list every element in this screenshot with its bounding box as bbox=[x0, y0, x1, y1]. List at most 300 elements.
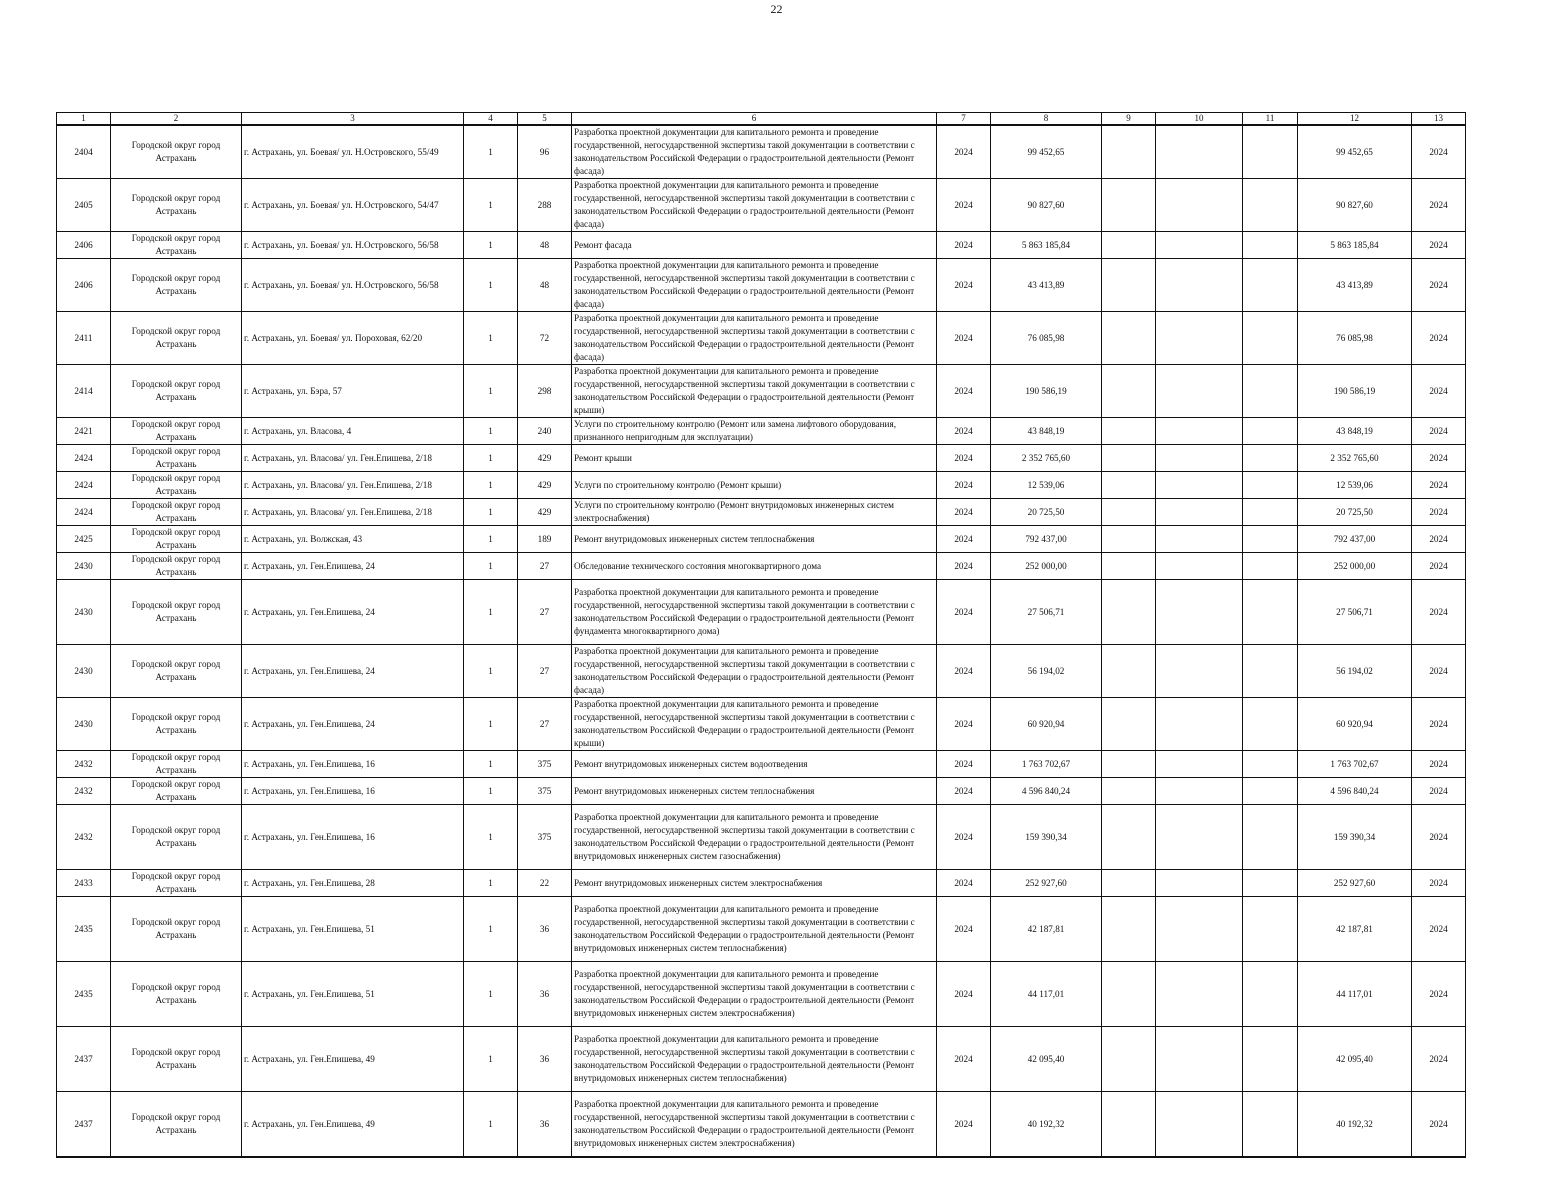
address-cell: г. Астрахань, ул. Боевая/ ул. Пороховая, 62/20 bbox=[242, 312, 464, 365]
row-number-cell: 2411 bbox=[57, 312, 111, 365]
cost-cell: 252 000,00 bbox=[991, 553, 1102, 580]
col10-cell bbox=[1156, 232, 1243, 259]
work-type-cell: Ремонт внутридомовых инженерных систем электроснабжения bbox=[572, 870, 937, 897]
address-cell: г. Астрахань, ул. Ген.Епишева, 49 bbox=[242, 1092, 464, 1158]
col10-cell bbox=[1156, 805, 1243, 870]
year-cell: 2024 bbox=[937, 778, 991, 805]
table-row bbox=[57, 580, 1466, 645]
table-row bbox=[57, 418, 1466, 445]
col11-cell bbox=[1243, 962, 1298, 1027]
cost-cell: 5 863 185,84 bbox=[991, 232, 1102, 259]
end-year-cell: 2024 bbox=[1412, 499, 1466, 526]
work-type-cell: Разработка проектной документации для капитального ремонта и проведение государственной, негосударственной экспертизы такой документации в соответствии с законодательством Российской Федерации о градостроительной деятельности (Ремонт фасада) bbox=[572, 125, 937, 179]
table-row bbox=[57, 553, 1466, 580]
col5-cell: 429 bbox=[518, 499, 572, 526]
end-year-cell: 2024 bbox=[1412, 526, 1466, 553]
cost-cell: 56 194,02 bbox=[991, 645, 1102, 698]
col11-cell bbox=[1243, 645, 1298, 698]
col5-cell: 429 bbox=[518, 445, 572, 472]
total-cost-cell: 20 725,50 bbox=[1298, 499, 1412, 526]
address-cell: г. Астрахань, ул. Власова, 4 bbox=[242, 418, 464, 445]
cost-cell: 44 117,01 bbox=[991, 962, 1102, 1027]
col4-cell: 1 bbox=[464, 1027, 518, 1092]
address-cell: г. Астрахань, ул. Ген.Епишева, 24 bbox=[242, 645, 464, 698]
col10-cell bbox=[1156, 897, 1243, 962]
table-row bbox=[57, 472, 1466, 499]
municipality-cell: Городской округ город Астрахань bbox=[111, 259, 242, 312]
col4-cell: 1 bbox=[464, 125, 518, 179]
address-cell: г. Астрахань, ул. Волжская, 43 bbox=[242, 526, 464, 553]
work-type-cell: Разработка проектной документации для капитального ремонта и проведение государственной, негосударственной экспертизы такой документации в соответствии с законодательством Российской Федерации о градостроительной деятельности (Ремонт фундамента многоквартирного дома) bbox=[572, 580, 937, 645]
work-type-cell: Разработка проектной документации для капитального ремонта и проведение государственной, негосударственной экспертизы такой документации в соответствии с законодательством Российской Федерации о градостроительной деятельности (Ремонт внутридомовых инженерных систем электроснабжения) bbox=[572, 1092, 937, 1158]
col11-cell bbox=[1243, 553, 1298, 580]
year-cell: 2024 bbox=[937, 698, 991, 751]
col9-cell bbox=[1102, 962, 1156, 1027]
row-number-cell: 2432 bbox=[57, 751, 111, 778]
cost-cell: 159 390,34 bbox=[991, 805, 1102, 870]
row-number-cell: 2437 bbox=[57, 1092, 111, 1158]
col4-cell: 1 bbox=[464, 698, 518, 751]
col9-cell bbox=[1102, 778, 1156, 805]
col11-cell bbox=[1243, 445, 1298, 472]
municipality-cell: Городской округ город Астрахань bbox=[111, 897, 242, 962]
col9-cell bbox=[1102, 751, 1156, 778]
col4-cell: 1 bbox=[464, 805, 518, 870]
municipality-cell: Городской округ город Астрахань bbox=[111, 526, 242, 553]
col4-cell: 1 bbox=[464, 526, 518, 553]
col4-cell: 1 bbox=[464, 259, 518, 312]
col11-cell bbox=[1243, 125, 1298, 179]
col5-cell: 27 bbox=[518, 553, 572, 580]
municipality-cell: Городской округ город Астрахань bbox=[111, 805, 242, 870]
col9-cell bbox=[1102, 645, 1156, 698]
row-number-cell: 2432 bbox=[57, 805, 111, 870]
col9-cell bbox=[1102, 526, 1156, 553]
end-year-cell: 2024 bbox=[1412, 870, 1466, 897]
municipality-cell: Городской округ город Астрахань bbox=[111, 1092, 242, 1158]
col10-cell bbox=[1156, 962, 1243, 1027]
address-cell: г. Астрахань, ул. Ген.Епишева, 49 bbox=[242, 1027, 464, 1092]
table-row bbox=[57, 232, 1466, 259]
year-cell: 2024 bbox=[937, 312, 991, 365]
end-year-cell: 2024 bbox=[1412, 445, 1466, 472]
col10-cell bbox=[1156, 645, 1243, 698]
col11-cell bbox=[1243, 312, 1298, 365]
address-cell: г. Астрахань, ул. Ген.Епишева, 16 bbox=[242, 805, 464, 870]
address-cell: г. Астрахань, ул. Власова/ ул. Ген.Епишева, 2/18 bbox=[242, 472, 464, 499]
municipality-cell: Городской округ город Астрахань bbox=[111, 472, 242, 499]
table-row bbox=[57, 1027, 1466, 1092]
end-year-cell: 2024 bbox=[1412, 751, 1466, 778]
year-cell: 2024 bbox=[937, 472, 991, 499]
col11-cell bbox=[1243, 418, 1298, 445]
address-cell: г. Астрахань, ул. Ген.Епишева, 28 bbox=[242, 870, 464, 897]
col5-cell: 375 bbox=[518, 805, 572, 870]
year-cell: 2024 bbox=[937, 897, 991, 962]
end-year-cell: 2024 bbox=[1412, 553, 1466, 580]
work-type-cell: Ремонт внутридомовых инженерных систем теплоснабжения bbox=[572, 526, 937, 553]
col10-cell bbox=[1156, 445, 1243, 472]
total-cost-cell: 44 117,01 bbox=[1298, 962, 1412, 1027]
municipality-cell: Городской округ город Астрахань bbox=[111, 445, 242, 472]
col10-cell bbox=[1156, 179, 1243, 232]
total-cost-cell: 43 413,89 bbox=[1298, 259, 1412, 312]
col4-cell: 1 bbox=[464, 553, 518, 580]
work-type-cell: Услуги по строительному контролю (Ремонт крыши) bbox=[572, 472, 937, 499]
table-row bbox=[57, 125, 1466, 179]
col10-cell bbox=[1156, 698, 1243, 751]
col10-cell bbox=[1156, 526, 1243, 553]
row-number-cell: 2406 bbox=[57, 259, 111, 312]
col5-cell: 288 bbox=[518, 179, 572, 232]
total-cost-cell: 1 763 702,67 bbox=[1298, 751, 1412, 778]
work-type-cell: Разработка проектной документации для капитального ремонта и проведение государственной, негосударственной экспертизы такой документации в соответствии с законодательством Российской Федерации о градостроительной деятельности (Ремонт фасада) bbox=[572, 312, 937, 365]
year-cell: 2024 bbox=[937, 526, 991, 553]
table-row bbox=[57, 312, 1466, 365]
column-number: 11 bbox=[1243, 113, 1298, 126]
table-row bbox=[57, 526, 1466, 553]
row-number-cell: 2425 bbox=[57, 526, 111, 553]
col5-cell: 298 bbox=[518, 365, 572, 418]
year-cell: 2024 bbox=[937, 179, 991, 232]
col10-cell bbox=[1156, 259, 1243, 312]
col5-cell: 36 bbox=[518, 1092, 572, 1158]
col5-cell: 72 bbox=[518, 312, 572, 365]
column-number: 10 bbox=[1156, 113, 1243, 126]
cost-cell: 42 187,81 bbox=[991, 897, 1102, 962]
municipality-cell: Городской округ город Астрахань bbox=[111, 125, 242, 179]
address-cell: г. Астрахань, ул. Ген.Епишева, 51 bbox=[242, 897, 464, 962]
municipality-cell: Городской округ город Астрахань bbox=[111, 698, 242, 751]
row-number-cell: 2433 bbox=[57, 870, 111, 897]
row-number-cell: 2424 bbox=[57, 499, 111, 526]
total-cost-cell: 5 863 185,84 bbox=[1298, 232, 1412, 259]
total-cost-cell: 42 095,40 bbox=[1298, 1027, 1412, 1092]
row-number-cell: 2432 bbox=[57, 778, 111, 805]
col5-cell: 27 bbox=[518, 580, 572, 645]
end-year-cell: 2024 bbox=[1412, 897, 1466, 962]
cost-cell: 20 725,50 bbox=[991, 499, 1102, 526]
col5-cell: 27 bbox=[518, 698, 572, 751]
col11-cell bbox=[1243, 778, 1298, 805]
col10-cell bbox=[1156, 499, 1243, 526]
work-type-cell: Разработка проектной документации для капитального ремонта и проведение государственной, негосударственной экспертизы такой документации в соответствии с законодательством Российской Федерации о градостроительной деятельности (Ремонт фасада) bbox=[572, 645, 937, 698]
work-type-cell: Ремонт крыши bbox=[572, 445, 937, 472]
page-number: 22 bbox=[770, 2, 783, 16]
end-year-cell: 2024 bbox=[1412, 1027, 1466, 1092]
repair-program-table bbox=[56, 112, 1466, 1158]
address-cell: г. Астрахань, ул. Ген.Епишева, 51 bbox=[242, 962, 464, 1027]
year-cell: 2024 bbox=[937, 962, 991, 1027]
municipality-cell: Городской округ город Астрахань bbox=[111, 1027, 242, 1092]
col4-cell: 1 bbox=[464, 778, 518, 805]
end-year-cell: 2024 bbox=[1412, 1092, 1466, 1158]
col4-cell: 1 bbox=[464, 580, 518, 645]
col10-cell bbox=[1156, 751, 1243, 778]
cost-cell: 1 763 702,67 bbox=[991, 751, 1102, 778]
work-type-cell: Разработка проектной документации для капитального ремонта и проведение государственной, негосударственной экспертизы такой документации в соответствии с законодательством Российской Федерации о градостроительной деятельности (Ремонт фасада) bbox=[572, 179, 937, 232]
cost-cell: 43 413,89 bbox=[991, 259, 1102, 312]
col4-cell: 1 bbox=[464, 179, 518, 232]
col9-cell bbox=[1102, 179, 1156, 232]
total-cost-cell: 252 927,60 bbox=[1298, 870, 1412, 897]
column-number: 1 bbox=[57, 113, 111, 126]
col5-cell: 375 bbox=[518, 778, 572, 805]
end-year-cell: 2024 bbox=[1412, 580, 1466, 645]
col4-cell: 1 bbox=[464, 897, 518, 962]
work-type-cell: Услуги по строительному контролю (Ремонт внутридомовых инженерных систем электроснабжения) bbox=[572, 499, 937, 526]
col10-cell bbox=[1156, 778, 1243, 805]
end-year-cell: 2024 bbox=[1412, 365, 1466, 418]
col4-cell: 1 bbox=[464, 312, 518, 365]
year-cell: 2024 bbox=[937, 418, 991, 445]
table-row bbox=[57, 751, 1466, 778]
cost-cell: 190 586,19 bbox=[991, 365, 1102, 418]
col9-cell bbox=[1102, 472, 1156, 499]
col10-cell bbox=[1156, 1027, 1243, 1092]
col4-cell: 1 bbox=[464, 445, 518, 472]
address-cell: г. Астрахань, ул. Боевая/ ул. Н.Островского, 54/47 bbox=[242, 179, 464, 232]
cost-cell: 27 506,71 bbox=[991, 580, 1102, 645]
col9-cell bbox=[1102, 232, 1156, 259]
municipality-cell: Городской округ город Астрахань bbox=[111, 751, 242, 778]
column-number: 13 bbox=[1412, 113, 1466, 126]
address-cell: г. Астрахань, ул. Ген.Епишева, 24 bbox=[242, 698, 464, 751]
table-row bbox=[57, 499, 1466, 526]
col5-cell: 36 bbox=[518, 1027, 572, 1092]
column-number: 8 bbox=[991, 113, 1102, 126]
year-cell: 2024 bbox=[937, 365, 991, 418]
col10-cell bbox=[1156, 418, 1243, 445]
col11-cell bbox=[1243, 580, 1298, 645]
cost-cell: 42 095,40 bbox=[991, 1027, 1102, 1092]
municipality-cell: Городской округ город Астрахань bbox=[111, 778, 242, 805]
col9-cell bbox=[1102, 312, 1156, 365]
address-cell: г. Астрахань, ул. Ген.Епишева, 24 bbox=[242, 580, 464, 645]
col4-cell: 1 bbox=[464, 499, 518, 526]
table-row bbox=[57, 1092, 1466, 1158]
end-year-cell: 2024 bbox=[1412, 232, 1466, 259]
total-cost-cell: 76 085,98 bbox=[1298, 312, 1412, 365]
row-number-cell: 2405 bbox=[57, 179, 111, 232]
col4-cell: 1 bbox=[464, 365, 518, 418]
address-cell: г. Астрахань, ул. Ген.Епишева, 16 bbox=[242, 751, 464, 778]
total-cost-cell: 60 920,94 bbox=[1298, 698, 1412, 751]
col5-cell: 22 bbox=[518, 870, 572, 897]
col11-cell bbox=[1243, 1092, 1298, 1158]
cost-cell: 252 927,60 bbox=[991, 870, 1102, 897]
table-row bbox=[57, 645, 1466, 698]
end-year-cell: 2024 bbox=[1412, 312, 1466, 365]
col10-cell bbox=[1156, 312, 1243, 365]
column-number-row bbox=[57, 113, 1466, 126]
total-cost-cell: 4 596 840,24 bbox=[1298, 778, 1412, 805]
col11-cell bbox=[1243, 1027, 1298, 1092]
address-cell: г. Астрахань, ул. Бэра, 57 bbox=[242, 365, 464, 418]
row-number-cell: 2435 bbox=[57, 897, 111, 962]
address-cell: г. Астрахань, ул. Ген.Епишева, 16 bbox=[242, 778, 464, 805]
column-number: 4 bbox=[464, 113, 518, 126]
row-number-cell: 2414 bbox=[57, 365, 111, 418]
column-number: 9 bbox=[1102, 113, 1156, 126]
table-row bbox=[57, 445, 1466, 472]
table-body bbox=[57, 113, 1466, 1158]
col5-cell: 429 bbox=[518, 472, 572, 499]
year-cell: 2024 bbox=[937, 751, 991, 778]
total-cost-cell: 12 539,06 bbox=[1298, 472, 1412, 499]
year-cell: 2024 bbox=[937, 870, 991, 897]
col5-cell: 48 bbox=[518, 259, 572, 312]
col9-cell bbox=[1102, 580, 1156, 645]
cost-cell: 2 352 765,60 bbox=[991, 445, 1102, 472]
total-cost-cell: 56 194,02 bbox=[1298, 645, 1412, 698]
col11-cell bbox=[1243, 365, 1298, 418]
year-cell: 2024 bbox=[937, 232, 991, 259]
total-cost-cell: 42 187,81 bbox=[1298, 897, 1412, 962]
year-cell: 2024 bbox=[937, 580, 991, 645]
col9-cell bbox=[1102, 698, 1156, 751]
row-number-cell: 2430 bbox=[57, 645, 111, 698]
address-cell: г. Астрахань, ул. Власова/ ул. Ген.Епишева, 2/18 bbox=[242, 499, 464, 526]
year-cell: 2024 bbox=[937, 1092, 991, 1158]
col10-cell bbox=[1156, 580, 1243, 645]
end-year-cell: 2024 bbox=[1412, 805, 1466, 870]
municipality-cell: Городской округ город Астрахань bbox=[111, 962, 242, 1027]
municipality-cell: Городской округ город Астрахань bbox=[111, 499, 242, 526]
col9-cell bbox=[1102, 365, 1156, 418]
municipality-cell: Городской округ город Астрахань bbox=[111, 418, 242, 445]
total-cost-cell: 252 000,00 bbox=[1298, 553, 1412, 580]
table-row bbox=[57, 179, 1466, 232]
row-number-cell: 2424 bbox=[57, 445, 111, 472]
work-type-cell: Разработка проектной документации для капитального ремонта и проведение государственной, негосударственной экспертизы такой документации в соответствии с законодательством Российской Федерации о градостроительной деятельности (Ремонт фасада) bbox=[572, 259, 937, 312]
col10-cell bbox=[1156, 365, 1243, 418]
col5-cell: 48 bbox=[518, 232, 572, 259]
row-number-cell: 2430 bbox=[57, 553, 111, 580]
col9-cell bbox=[1102, 125, 1156, 179]
col5-cell: 36 bbox=[518, 897, 572, 962]
work-type-cell: Обследование технического состояния многоквартирного дома bbox=[572, 553, 937, 580]
table-row bbox=[57, 778, 1466, 805]
table-row bbox=[57, 962, 1466, 1027]
year-cell: 2024 bbox=[937, 1027, 991, 1092]
column-number: 6 bbox=[572, 113, 937, 126]
col11-cell bbox=[1243, 751, 1298, 778]
row-number-cell: 2406 bbox=[57, 232, 111, 259]
municipality-cell: Городской округ город Астрахань bbox=[111, 365, 242, 418]
col5-cell: 240 bbox=[518, 418, 572, 445]
year-cell: 2024 bbox=[937, 645, 991, 698]
work-type-cell: Ремонт внутридомовых инженерных систем теплоснабжения bbox=[572, 778, 937, 805]
municipality-cell: Городской округ город Астрахань bbox=[111, 580, 242, 645]
row-number-cell: 2404 bbox=[57, 125, 111, 179]
municipality-cell: Городской округ город Астрахань bbox=[111, 553, 242, 580]
end-year-cell: 2024 bbox=[1412, 698, 1466, 751]
col4-cell: 1 bbox=[464, 645, 518, 698]
work-type-cell: Разработка проектной документации для капитального ремонта и проведение государственной, негосударственной экспертизы такой документации в соответствии с законодательством Российской Федерации о градостроительной деятельности (Ремонт внутридомовых инженерных систем теплоснабжения) bbox=[572, 897, 937, 962]
work-type-cell: Разработка проектной документации для капитального ремонта и проведение государственной, негосударственной экспертизы такой документации в соответствии с законодательством Российской Федерации о градостроительной деятельности (Ремонт внутридомовых инженерных систем электроснабжения) bbox=[572, 962, 937, 1027]
year-cell: 2024 bbox=[937, 553, 991, 580]
row-number-cell: 2437 bbox=[57, 1027, 111, 1092]
end-year-cell: 2024 bbox=[1412, 645, 1466, 698]
col11-cell bbox=[1243, 259, 1298, 312]
col9-cell bbox=[1102, 1092, 1156, 1158]
end-year-cell: 2024 bbox=[1412, 472, 1466, 499]
cost-cell: 12 539,06 bbox=[991, 472, 1102, 499]
col11-cell bbox=[1243, 805, 1298, 870]
address-cell: г. Астрахань, ул. Власова/ ул. Ген.Епишева, 2/18 bbox=[242, 445, 464, 472]
year-cell: 2024 bbox=[937, 125, 991, 179]
col10-cell bbox=[1156, 1092, 1243, 1158]
cost-cell: 60 920,94 bbox=[991, 698, 1102, 751]
col4-cell: 1 bbox=[464, 472, 518, 499]
col9-cell bbox=[1102, 445, 1156, 472]
cost-cell: 40 192,32 bbox=[991, 1092, 1102, 1158]
row-number-cell: 2430 bbox=[57, 698, 111, 751]
table-row bbox=[57, 365, 1466, 418]
total-cost-cell: 792 437,00 bbox=[1298, 526, 1412, 553]
end-year-cell: 2024 bbox=[1412, 962, 1466, 1027]
column-number: 7 bbox=[937, 113, 991, 126]
municipality-cell: Городской округ город Астрахань bbox=[111, 179, 242, 232]
col10-cell bbox=[1156, 472, 1243, 499]
col4-cell: 1 bbox=[464, 418, 518, 445]
col4-cell: 1 bbox=[464, 232, 518, 259]
column-number: 12 bbox=[1298, 113, 1412, 126]
row-number-cell: 2430 bbox=[57, 580, 111, 645]
total-cost-cell: 43 848,19 bbox=[1298, 418, 1412, 445]
col4-cell: 1 bbox=[464, 751, 518, 778]
row-number-cell: 2424 bbox=[57, 472, 111, 499]
table-row bbox=[57, 259, 1466, 312]
year-cell: 2024 bbox=[937, 259, 991, 312]
col11-cell bbox=[1243, 179, 1298, 232]
total-cost-cell: 27 506,71 bbox=[1298, 580, 1412, 645]
year-cell: 2024 bbox=[937, 499, 991, 526]
col5-cell: 36 bbox=[518, 962, 572, 1027]
col11-cell bbox=[1243, 897, 1298, 962]
col9-cell bbox=[1102, 897, 1156, 962]
column-number: 5 bbox=[518, 113, 572, 126]
col11-cell bbox=[1243, 472, 1298, 499]
total-cost-cell: 90 827,60 bbox=[1298, 179, 1412, 232]
col9-cell bbox=[1102, 553, 1156, 580]
end-year-cell: 2024 bbox=[1412, 179, 1466, 232]
col4-cell: 1 bbox=[464, 870, 518, 897]
table-row bbox=[57, 897, 1466, 962]
work-type-cell: Разработка проектной документации для капитального ремонта и проведение государственной, негосударственной экспертизы такой документации в соответствии с законодательством Российской Федерации о градостроительной деятельности (Ремонт крыши) bbox=[572, 698, 937, 751]
col9-cell bbox=[1102, 1027, 1156, 1092]
row-number-cell: 2435 bbox=[57, 962, 111, 1027]
column-number: 3 bbox=[242, 113, 464, 126]
col9-cell bbox=[1102, 870, 1156, 897]
work-type-cell: Услуги по строительному контролю (Ремонт или замена лифтового оборудования, признанного непригодным для эксплуатации) bbox=[572, 418, 937, 445]
col10-cell bbox=[1156, 125, 1243, 179]
col9-cell bbox=[1102, 259, 1156, 312]
total-cost-cell: 190 586,19 bbox=[1298, 365, 1412, 418]
col11-cell bbox=[1243, 499, 1298, 526]
cost-cell: 99 452,65 bbox=[991, 125, 1102, 179]
municipality-cell: Городской округ город Астрахань bbox=[111, 870, 242, 897]
total-cost-cell: 40 192,32 bbox=[1298, 1092, 1412, 1158]
col5-cell: 189 bbox=[518, 526, 572, 553]
col10-cell bbox=[1156, 553, 1243, 580]
end-year-cell: 2024 bbox=[1412, 259, 1466, 312]
column-number: 2 bbox=[111, 113, 242, 126]
year-cell: 2024 bbox=[937, 805, 991, 870]
cost-cell: 792 437,00 bbox=[991, 526, 1102, 553]
work-type-cell: Разработка проектной документации для капитального ремонта и проведение государственной, негосударственной экспертизы такой документации в соответствии с законодательством Российской Федерации о градостроительной деятельности (Ремонт крыши) bbox=[572, 365, 937, 418]
